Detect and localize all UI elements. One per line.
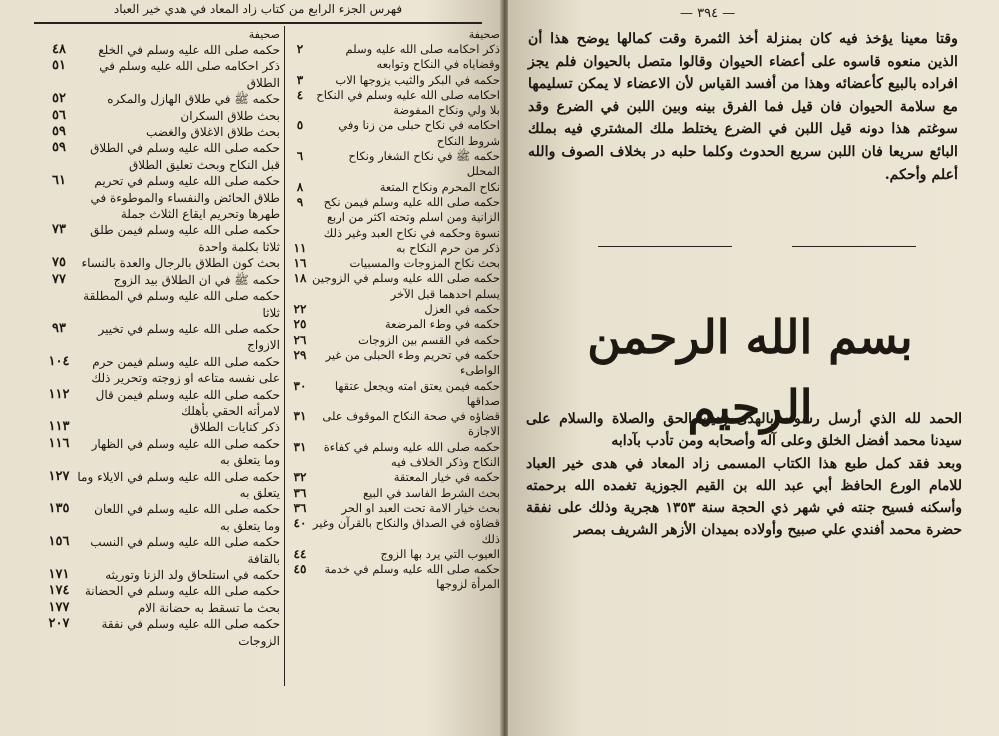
index-entry bbox=[42, 567, 280, 583]
index-entry bbox=[288, 317, 500, 332]
index-entry bbox=[42, 321, 280, 354]
index-entry-page: ٣١ bbox=[293, 439, 307, 454]
index-entry-title: حكمه في تحريم وطء الحبلى من غير الواطىء bbox=[325, 347, 500, 378]
index-entry-title: حكمه صلى الله عليه وسلم في تخيير الازواج bbox=[98, 321, 280, 353]
index-entry-title: احكامه في نكاح حبلى من زنا وفي شروط النكاح bbox=[338, 118, 500, 148]
index-entry-page: ٣ bbox=[296, 72, 304, 87]
index-entry-page: ١١٣ bbox=[48, 419, 70, 435]
index-entry bbox=[42, 501, 280, 534]
index-entry-page: ١٣٥ bbox=[48, 501, 70, 517]
index-entry-page: ٤٠ bbox=[293, 516, 307, 531]
index-entry-page: ١٦ bbox=[293, 256, 307, 271]
index-entry-page: ٧٥ bbox=[52, 255, 66, 271]
index-entry bbox=[288, 73, 500, 88]
index-entry bbox=[288, 562, 500, 593]
index-entry bbox=[288, 195, 500, 241]
index-entry bbox=[288, 501, 500, 516]
index-entry-page: ٢ bbox=[296, 42, 304, 56]
index-entry bbox=[42, 469, 280, 502]
index-entries-left bbox=[42, 42, 280, 649]
index-entry bbox=[288, 118, 500, 149]
index-entry bbox=[42, 91, 280, 107]
index-entry-page: ٤٨ bbox=[52, 42, 66, 57]
index-entry-title: حكمه صلى الله عليه وسلم في تحريم طلاق الحائض والنفساء والموطوءة في طهرها وتحريم ايقاع الثلاث جملة bbox=[90, 174, 280, 222]
index-entry-page: ١٧١ bbox=[48, 567, 70, 582]
index-entry-title: حكمه صلى الله عليه وسلم في الطلاق قبل النكاح وبحث تعليق الطلاق bbox=[90, 141, 280, 172]
index-entry-title: حكمه صلى الله عليه وسلم في الزوجين يسلم احدهما قبل الآخر bbox=[311, 271, 500, 301]
index-entry-title: ذكر من حرم النكاح به bbox=[396, 240, 500, 255]
index-entry-title: حكمه صلى الله عليه وسلم في كفاءة النكاح وذكر الخلاف فيه bbox=[323, 439, 500, 470]
index-entry-page: ١١٢ bbox=[48, 386, 70, 402]
index-entry-page: ٤٥ bbox=[293, 562, 307, 577]
colophon bbox=[526, 408, 962, 542]
index-entry-title: ذكر كنايات الطلاق bbox=[190, 420, 280, 435]
index-entry-page: ٩٣ bbox=[52, 320, 66, 336]
index-entry-page: ٢٩ bbox=[293, 347, 307, 362]
index-entry bbox=[288, 379, 500, 410]
index-entry-title: نكاح المحرم ونكاح المتعة bbox=[379, 179, 500, 194]
index-entry-title: العيوب التي يرد بها الزوج bbox=[380, 546, 500, 561]
index-entry-title: حكمه صلى الله عليه وسلم فيمن قال لامرأته الحقي بأهلك bbox=[95, 387, 280, 418]
index-column-left bbox=[42, 28, 280, 649]
index-entry-title: حكمه في العزل bbox=[424, 302, 500, 317]
index-entry bbox=[288, 516, 500, 547]
index-entry bbox=[42, 583, 280, 599]
index-entry-page: ٧٣ bbox=[52, 222, 66, 238]
index-entry bbox=[288, 486, 500, 501]
index-entry bbox=[288, 302, 500, 317]
index-entry-title: حكمه صلى الله عليه وسلم فيمن نكح الزانية ومن اسلم وتحته اكثر من اربع نسوة وحكمه في نكاح العبد وغير ذلك bbox=[323, 194, 500, 240]
index-entry bbox=[42, 436, 280, 469]
index-entry-page: ٣٦ bbox=[293, 500, 307, 515]
index-entry-page: ٤ bbox=[296, 87, 304, 102]
index-column-right bbox=[288, 28, 500, 593]
page-number: — ٣٩٤ — bbox=[680, 6, 736, 21]
index-entry-title: حكمه صلى الله عليه وسلم فيمن حرم على نفسه متاعه او زوجته وتحرير ذلك bbox=[91, 354, 280, 386]
index-entry bbox=[288, 333, 500, 348]
index-entry-title: حكمه صلى الله عليه وسلم في الايلاء وما يتعلق به bbox=[77, 469, 280, 500]
index-entry-title: بحث ما تسقط به حضانة الام bbox=[137, 600, 280, 615]
index-entry-title: بحث طلاق السكران bbox=[180, 108, 280, 123]
index-entry-page: ٩ bbox=[296, 194, 304, 209]
index-entry-page: ٥٢ bbox=[52, 91, 66, 107]
index-entry-page: ١١٦ bbox=[48, 435, 70, 451]
index-entry bbox=[288, 256, 500, 271]
index-entry-title: حكمه صلى الله عليه وسلم في الظهار وما يتعلق به bbox=[91, 436, 280, 468]
index-entry-title: قضاؤه في صحة النكاح الموقوف على الاجازة bbox=[322, 409, 500, 439]
index-entry-title: حكمه صلى الله عليه وسلم في الحضانة bbox=[84, 584, 280, 599]
running-header: فهرس الجزء الرابع من كتاب زاد المعاد في هدي خير العباد bbox=[34, 0, 482, 24]
index-entry-page: ٢٢ bbox=[293, 302, 307, 317]
index-entry-page: ٨ bbox=[296, 179, 304, 194]
colophon-paragraph: وبعد فقد كمل طبع هذا الكتاب المسمى زاد المعاد في هدى خير العباد للامام الورع الحافظ أبي عبد الله بن القيم الجوزية تغمده الله برحمته وأسكنه فسيح جنته في شهر ذي الحجة سنة ١٣٥٣ هجرية وذلك على نفقة حضرة محمد أفندي علي صبيح وأولاده بميدان الأزهر الشريف بمصر bbox=[526, 455, 962, 539]
index-entry-page: ٣٢ bbox=[293, 470, 307, 485]
index-entry bbox=[42, 255, 280, 271]
index-entry-title: بحث الشرط الفاسد في البيع bbox=[362, 485, 500, 500]
index-entry-page: ٣٦ bbox=[293, 485, 307, 500]
basmala-heading: بسم الله الرحمن الرحيم bbox=[587, 310, 913, 434]
index-entry-page: ٢٠٧ bbox=[48, 616, 70, 632]
index-entry-page: ٧٧ bbox=[52, 271, 66, 287]
index-entries-right bbox=[288, 42, 500, 593]
index-entry bbox=[42, 58, 280, 91]
column-divider bbox=[284, 26, 285, 686]
index-entry-title: حكمه في استلحاق ولد الزنا وتوريثه bbox=[105, 568, 280, 582]
index-entry-title: حكمه ﷺ في نكاح الشغار ونكاح المحلل bbox=[348, 149, 500, 179]
index-entry-page: ٥٩ bbox=[52, 140, 66, 156]
index-entry-page: ٣١ bbox=[293, 409, 307, 424]
index-entry-page: ١٧٧ bbox=[48, 599, 70, 615]
index-entry-title: قضاؤه في الصداق والنكاح بالقرآن وغير ذلك bbox=[312, 516, 500, 546]
index-entry bbox=[42, 288, 280, 321]
index-entry-title: حكمه صلى الله عليه وسلم في الخلع bbox=[98, 43, 280, 57]
index-entry-page: ٥٩ bbox=[52, 124, 66, 140]
index-entry-title: حكمه فيمن يعتق امته ويجعل عتقها صداقها bbox=[334, 378, 500, 408]
separator-rule bbox=[598, 246, 732, 247]
index-entry-title: حكمه في القسم بين الزوجات bbox=[358, 332, 500, 347]
index-entry-title: حكمه في وطء المرضعة bbox=[384, 317, 500, 332]
index-entry-page: ٢٦ bbox=[293, 332, 307, 347]
index-entry-page: ١٢٧ bbox=[48, 468, 70, 484]
index-entry-page: ٦ bbox=[296, 149, 304, 164]
index-entry-page: ٥٦ bbox=[52, 107, 66, 123]
page-column-heading: صحيفة bbox=[248, 28, 280, 41]
index-entry-title: حكمه صلى الله عليه وسلم في اللعان وما يتعلق به bbox=[94, 502, 280, 533]
index-entry-title: ذكر احكامه صلى الله عليه وسلم في الطلاق bbox=[99, 59, 280, 90]
index-entry-title: حكمه في خيار المعتقة bbox=[393, 470, 500, 485]
index-entry bbox=[288, 547, 500, 562]
index-entry bbox=[288, 241, 500, 256]
index-entry bbox=[288, 348, 500, 379]
page-column-heading: صحيفة bbox=[468, 28, 500, 41]
index-entry-title: احكامه صلى الله عليه وسلم في النكاح بلا ولي ونكاح المفوضة bbox=[316, 87, 500, 118]
index-entry bbox=[42, 173, 280, 222]
index-entry-page: ٣٠ bbox=[293, 378, 307, 393]
index-entry-page: ٥١ bbox=[52, 58, 66, 74]
index-entry bbox=[42, 222, 280, 255]
index-entry bbox=[42, 42, 280, 58]
index-entry-title: حكمه صلى الله عليه وسلم في نفقة الزوجات bbox=[101, 617, 280, 648]
index-entry-page: ١٥٦ bbox=[48, 534, 70, 550]
index-entry-page: ٢٥ bbox=[293, 317, 307, 332]
index-entry-title: حكمه ﷺ في ان الطلاق بيد الزوج bbox=[113, 272, 280, 287]
index-entry bbox=[42, 616, 280, 649]
index-entry-page: ١٨ bbox=[293, 271, 307, 286]
index-entry-title: حكمه ﷺ في طلاق الهازل والمكره bbox=[107, 92, 280, 107]
index-entry-title: بحث خيار الامة تحت العبد او الحر bbox=[341, 500, 500, 515]
index-entry bbox=[288, 88, 500, 119]
index-entry bbox=[288, 409, 500, 440]
index-entry-title: ذكر احكامه صلى الله عليه وسلم وقضاياه في النكاح وتوابعه bbox=[345, 42, 500, 72]
separator-rule bbox=[792, 246, 916, 247]
index-entry-page: ٤٤ bbox=[293, 546, 307, 561]
index-entry-title: بحث طلاق الاغلاق والغضب bbox=[145, 125, 280, 140]
index-entry-page: ٥ bbox=[296, 118, 304, 133]
index-entry-title: حكمه في البكر والثيب يزوجها الاب bbox=[335, 72, 500, 87]
index-entry bbox=[42, 140, 280, 173]
index-entry bbox=[288, 440, 500, 471]
index-entry bbox=[42, 419, 280, 435]
index-entry-page: ٦١ bbox=[52, 173, 66, 189]
index-entry bbox=[288, 42, 500, 73]
index-entry bbox=[42, 354, 280, 387]
index-entry-title: بحث كون الطلاق بالرجال والعدة بالنساء bbox=[81, 256, 280, 271]
index-entry bbox=[288, 149, 500, 180]
index-entry bbox=[42, 387, 280, 420]
continuation-text: وقتا معينا يؤخذ فيه كان بمنزلة أخذ الثمرة وقت كمالها يوضح هذا أن الذين منعوه قاسوه على أعضاء الحيوان وقالوا متصل بالحيوان فلم يجز افراده بالبيع كأعضائه وهذا من أفسد القياس لأن الاعضاء لا يمكن تسليمها مع سلامة الحيوان فان قيل فما الفرق بينه وبين اللبن في الضرع وقد سوغتم هذا دونه قيل اللبن في الضرع يختلط ملك المشتري فيه بملك البائع سريعا فان اللبن سريع الحدوث وكلما حلبه در بخلاف الصوف والله أعلم وأحكم. bbox=[528, 31, 958, 183]
index-entry bbox=[42, 124, 280, 140]
index-entry bbox=[288, 470, 500, 485]
index-entry-title: بحث نكاح المزوجات والمسبيات bbox=[349, 256, 500, 271]
index-entry bbox=[288, 180, 500, 195]
index-entry bbox=[42, 108, 280, 124]
index-entry-page: ١١ bbox=[293, 240, 307, 255]
colophon-paragraph: الحمد لله الذي أرسل رسوله بالهدى ودين الحق والصلاة والسلام على سيدنا محمد أفضل الخلق وعلى آله وأصحابه ومن تأدب بآدابه bbox=[526, 411, 962, 450]
index-entry-title: حكمه صلى الله عليه وسلم في خدمة المرأة لزوجها bbox=[324, 562, 500, 592]
index-entry-page: ١٠٤ bbox=[48, 353, 70, 369]
index-entry bbox=[42, 534, 280, 567]
index-entry bbox=[42, 272, 280, 288]
index-entry-title: حكمه صلى الله عليه وسلم في النسب بالقافة bbox=[90, 535, 280, 566]
index-entry bbox=[288, 271, 500, 302]
index-entry-title: حكمه صلى الله عليه وسلم في المطلقة ثلاثا bbox=[83, 289, 280, 320]
index-entry bbox=[42, 600, 280, 616]
index-entry-page: ١٧٤ bbox=[48, 583, 70, 599]
index-entry-title: حكمه صلى الله عليه وسلم فيمن طلق ثلاثا بكلمة واحدة bbox=[90, 223, 280, 254]
